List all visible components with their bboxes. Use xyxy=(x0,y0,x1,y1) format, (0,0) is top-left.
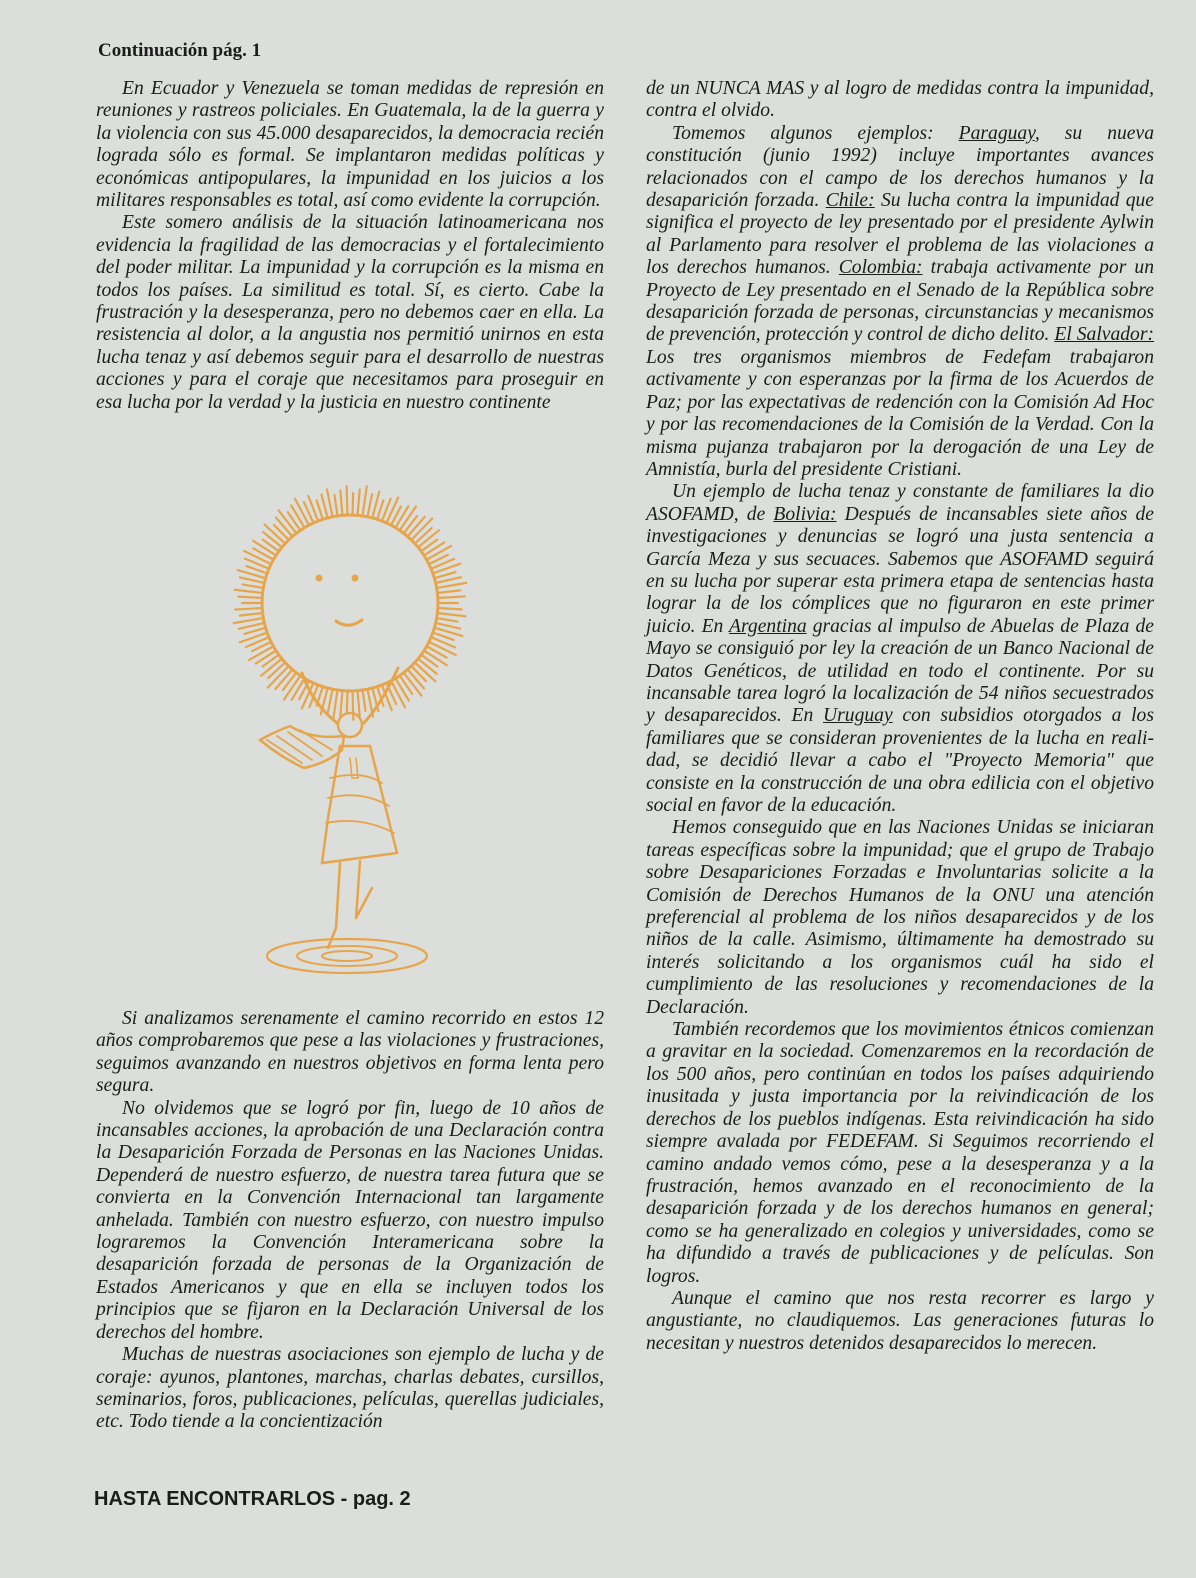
sun-ray xyxy=(322,495,328,516)
paragraph: Aunque el camino que nos resta recorrer es largo y angustiante, no claudiquemos. Las generaciones futuras lo necesitan y nuestros detenidos desaparecidos lo merecen. xyxy=(646,1287,1154,1354)
sun-ray xyxy=(239,623,262,628)
left-column-top xyxy=(96,78,604,414)
country-paraguay: Paraguay xyxy=(958,122,1035,144)
sun-ray xyxy=(439,590,460,592)
sun-ray xyxy=(263,532,280,546)
sun-ray xyxy=(358,489,360,513)
sun-ray xyxy=(238,597,260,598)
sun-ray xyxy=(392,683,405,708)
sun-ray xyxy=(358,693,360,716)
text-run: trabaja activamente por un Proyecto de Ley presentado en el Senado de la República sobre desaparición forzada de personas, circunstancias y mecanismos de prevención, protección y control de dicho delito. xyxy=(646,257,1154,346)
sun-ray xyxy=(420,660,437,674)
sun-ray xyxy=(340,490,342,513)
sun-ray xyxy=(253,541,274,555)
text-run: con subsidios otorgados a los familiares que se consideran provenientes de la lucha en realidad, se decidió llevar a cabo el "Proyecto Memoria" que consiste en la construcción de una obra edilicia con el objetivo social en favor de la educación. xyxy=(646,705,1154,816)
sun-ray xyxy=(328,691,332,712)
paragraph: Hemos conseguido que en las Naciones Unidas se iniciaran tareas específicas sobre la impunidad; que el grupo de Trabajo sobre Desapariciones Forzadas e Involuntarias solicite a la Comisión de Derechos Humanos de la ONU una atención preferencial al problema de los niños desaparecidos y de los niños de la calle. Asimismo, últimamente ha demostrado su interés solicitando a los organismos cuál ha sido el cumplimiento de las resoluciones y recomendaciones de la Declaración. xyxy=(646,817,1154,1018)
paragraph: En Ecuador y Venezuela se toman medidas de represión en reuniones y rastreos policiales. En Guatemala, la de la guerra y la violencia con sus 45.000 desaparecidos, la democracia recién lograda sólo es formal. Se implantaron medidas políticas y económicas antipopulares, la impunidad en los juicios a los militares responsables es total, así como evidente la corrupción. xyxy=(96,78,604,212)
sun-ray xyxy=(317,500,323,517)
sun-ray xyxy=(275,671,291,689)
paragraph: No olvidemos que se logró por fin, luego de 10 años de incansables acciones, la aprobación de una Declaración contra la Desaparición Forzada de Personas en las Naciones Unidas. Dependerá de nuestro esfuerzo, de nuestra tarea futura que se convierta en la Convención Internacional tan largamente anhelada. También con nuestro esfuerzo, con nuestro impulso lograremos la Convención Interamericana sobre la desaparición forzada de personas de la Organización de Estados Americanos y que en ella se incluyen todos los principios que se fijaron en la Declaración Universal de los derechos del hombre. xyxy=(96,1097,604,1343)
text-run: Su lucha contra la impunidad que significa el proyecto de ley presentado por el presidente Aylwin al Parlamento para resolver el problema de las violaciones a los derechos humanos. xyxy=(646,190,1154,279)
sun-ray xyxy=(244,628,263,634)
sun-ray xyxy=(420,530,439,546)
sun-ray xyxy=(440,596,465,597)
sun-ray xyxy=(235,608,260,609)
sun-ray xyxy=(363,486,367,514)
sun-ray xyxy=(240,613,261,615)
sun-ray xyxy=(426,652,447,666)
right-column xyxy=(646,78,1154,1355)
sun-ray xyxy=(416,528,431,542)
paragraph: Este somero análisis de la situación latinoamericana nos evidencia la fragilidad de las democracias y el fortalecimiento del poder militar. La impunidad y la corrupción es la misma en todos los países. La similitud es total. Sí, es cierto. Cabe la frustración y la desesperanza, pero no debemos caer en ella. La resistencia al dolor, a la angustia nos permitió unirnos en esta lucha tenaz y así debemos seguir para el desarrollo de nuestras acciones y para el coraje que necesitamos para proseguir en esa lucha por la verdad y la justicia en nuestro continente xyxy=(96,212,604,413)
sun-ray xyxy=(439,618,458,621)
sun-ray xyxy=(340,693,342,717)
paragraph: de un NUNCA MAS y al logro de medidas contra la impunidad, contra el olvido. xyxy=(646,78,1154,122)
sun-ray xyxy=(327,489,332,514)
sun-ray xyxy=(436,572,455,578)
text-run: Los tres organismos miembros de Fedefam trabajaron activamente y con esperanzas por la firma de los Acuerdos de Paz; por las expectativas de redención con la Comisión Ad Hoc y por las recomendaciones de la Comisión de la Verdad. Con la misma pujanza trabajaron por la derogación de una Ley de Amnistía, burla del presidente Cristiani. xyxy=(646,346,1154,480)
sun-ray xyxy=(409,517,425,535)
text-run: Un ejemplo de lucha tenaz y constante de familiares la dio ASOFAMD, de xyxy=(646,481,1154,525)
sun-ray xyxy=(244,551,269,563)
sun-ray xyxy=(431,643,456,655)
sun-ray xyxy=(243,584,262,587)
text-run: gracias al impulso de Abuelas de Plaza de Mayo se consiguió por ley la creación de un Banco Nacional de Datos Genéticos, de utilidad en todo el continente. Por su incansable tarea logró la localización de 54 niños secuestrados y desaparecidos. En xyxy=(646,615,1154,727)
sun-ray xyxy=(368,494,372,515)
sun-ray xyxy=(378,500,384,517)
sun-ray xyxy=(295,499,308,524)
sun-ray xyxy=(439,613,465,616)
continuation-heading: Continuación pág. 1 xyxy=(98,40,262,61)
sun-ray xyxy=(291,505,303,526)
country-uruguay: Uruguay xyxy=(823,705,893,727)
sun-ray xyxy=(409,671,424,688)
country-colombia: Colombia: xyxy=(838,257,923,279)
sun-ray xyxy=(234,618,262,623)
country-argentina: Argentina xyxy=(729,615,807,637)
country-chile: Chile: xyxy=(825,190,875,212)
paragraph: También recordemos que los movimientos étnicos comienzan a gravitar en la sociedad. Comenzaremos en la recordación de los 500 años, pero continúan en todos los países adquiriendo inusitada y justa importancia por la reivindicación de los derechos de los pueblos indígenas. Esta reivindicación ha sido siempre avalada por FEDEFAM. Si Seguimos recorriendo el camino andado vemos cómo, pese a la desesperanza y a la frustración, hemos avanzado en el reconocimiento de la desaparición forzada y de los derechos humanos en general; como se ha generalizado en colegios y universidades, como se ha difundido a través de publicaciones y de películas. Son logros. xyxy=(646,1019,1154,1287)
sun-ray xyxy=(439,583,467,588)
country-el-salvador: El Salvador: xyxy=(1054,324,1154,346)
sun-ray xyxy=(353,693,354,720)
sun-ray xyxy=(428,546,451,559)
sun-ray xyxy=(333,692,337,720)
sun-ray xyxy=(363,692,366,711)
sun-ray xyxy=(438,577,461,582)
sun-ray xyxy=(284,677,299,699)
sun-ray xyxy=(353,493,354,513)
sun-ray xyxy=(440,608,462,609)
sun-ray xyxy=(276,518,291,535)
sun-ray xyxy=(268,664,283,678)
sun-rays xyxy=(234,486,467,720)
paragraph: Si analizamos serenamente el camino recorrido en estos 12 años comprobaremos que pese a las violaciones y frustraciones, seguimos avanzando en nuestros objetivos en forma lenta pero segura. xyxy=(96,1008,604,1097)
left-column-bottom xyxy=(96,1008,604,1434)
sun-ray xyxy=(401,506,416,528)
page-footer: HASTA ENCONTRARLOS - pag. 2 xyxy=(94,1488,411,1510)
sun-ray xyxy=(347,693,348,713)
sun-ray xyxy=(396,680,408,701)
country-bolivia: Bolivia: xyxy=(773,503,837,525)
sun-ray xyxy=(334,495,337,514)
paragraph-examples xyxy=(646,123,1154,482)
text-run: Después de incansables siete años de investigaciones y denuncias se logró una justa sentencia a García Meza y sus secuaces. Sabemos que ASOFAMD seguirá en su lucha por superar esta primera etapa de sentencias hasta lograr la de los cómplices que no figuraron en este primer juicio. En xyxy=(646,503,1154,637)
text-run: , su nueva constitución (junio 1992) incluye importantes avances relacionados con el campo de los derechos humanos y la desaparición forzada. xyxy=(646,122,1154,212)
sun-ray xyxy=(240,577,262,582)
sun-ray xyxy=(438,623,460,628)
sun-ray xyxy=(249,647,272,660)
paragraph: Muchas de nuestras asociaciones son ejemplo de lucha y de coraje: ayunos, plantones, marchas, charlas debates, cursillos, seminarios, foros, publicaciones, películas, querellas judiciales, etc. Todo tiende a la concientización xyxy=(96,1344,604,1433)
text-run: Tomemos algunos ejemplos: xyxy=(672,122,959,144)
sun-ray xyxy=(261,660,280,676)
sun-ray xyxy=(373,492,379,516)
sun-ray xyxy=(347,486,348,513)
paragraph-asofamd xyxy=(646,481,1154,817)
sun-girl-illustration xyxy=(232,478,482,993)
sun-ray xyxy=(235,590,261,593)
